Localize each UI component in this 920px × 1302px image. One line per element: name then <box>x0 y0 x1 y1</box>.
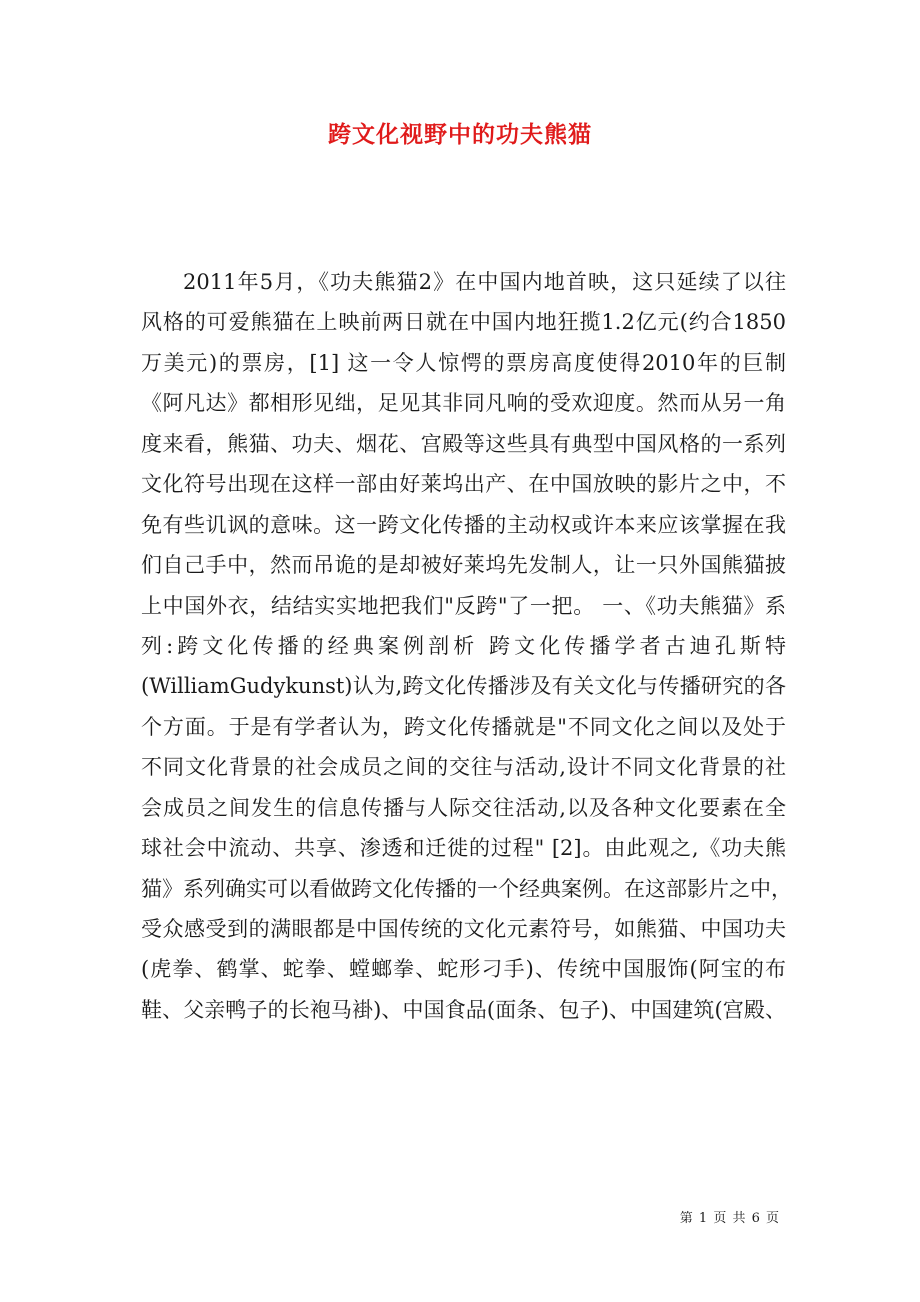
text-line: 猫》系列确实可以看做跨文化传播的一个经典案例。在这部影片之中， <box>141 876 792 901</box>
text-line: 度来看，熊猫、功夫、烟花、宫殿等这些具有典型中国风格的一系列 <box>141 431 786 456</box>
text-line: 受众感受到的满眼都是中国传统的文化元素符号，如熊猫、中国功夫 <box>141 917 786 941</box>
text-line: 2011年5月，《功夫熊猫2》在中国内地首映，这只延续了以往 <box>183 270 786 294</box>
body-text <box>141 262 792 1030</box>
text-line: 万美元)的票房，[1] 这一令人惊愕的票房高度使得2010年的巨制 <box>141 350 786 375</box>
page-number: 第 1 页 共 6 页 <box>679 1211 780 1226</box>
text-line: 文化符号出现在这样一部由好莱坞出产、在中国放映的影片之中，不 <box>141 472 786 497</box>
text-line: (虎拳、鹤掌、蛇拳、螳螂拳、蛇形刁手)、传统中国服饰(阿宝的布 <box>141 957 786 982</box>
text-line: 个方面。于是有学者认为，跨文化传播就是"不同文化之间以及处于 <box>141 714 786 739</box>
text-line: 球社会中流动、共享、渗透和迁徙的过程" [2]。由此观之,《功夫熊 <box>141 836 786 861</box>
text-line: 上中国外衣，结结实实地把我们"反跨"了一把。 一、《功夫熊猫》系 <box>141 593 786 618</box>
text-line: 列:跨文化传播的经典案例剖析 跨文化传播学者古迪孔斯特 <box>141 633 786 658</box>
text-line: 《阿凡达》都相形见绌，足见其非同凡响的受欢迎度。然而从另一角 <box>141 391 786 416</box>
text-line: 免有些讥讽的意味。这一跨文化传播的主动权或许本来应该掌握在我 <box>141 512 786 537</box>
text-line: 们自己手中，然而吊诡的是却被好莱坞先发制人，让一只外国熊猫披 <box>141 553 786 578</box>
text-line: 风格的可爱熊猫在上映前两日就在中国内地狂揽1.2亿元(约合1850 <box>141 310 786 335</box>
text-line: (WilliamGudykunst)认为,跨文化传播涉及有关文化与传播研究的各 <box>141 674 786 699</box>
page-title: 跨文化视野中的功夫熊猫 <box>328 121 592 148</box>
text-line: 会成员之间发生的信息传播与人际交往活动,以及各种文化要素在全 <box>141 795 786 820</box>
text-line: 不同文化背景的社会成员之间的交往与活动,设计不同文化背景的社 <box>141 755 786 780</box>
text-line: 鞋、父亲鸭子的长袍马褂)、中国食品(面条、包子)、中国建筑(宫殿、 <box>141 997 786 1022</box>
